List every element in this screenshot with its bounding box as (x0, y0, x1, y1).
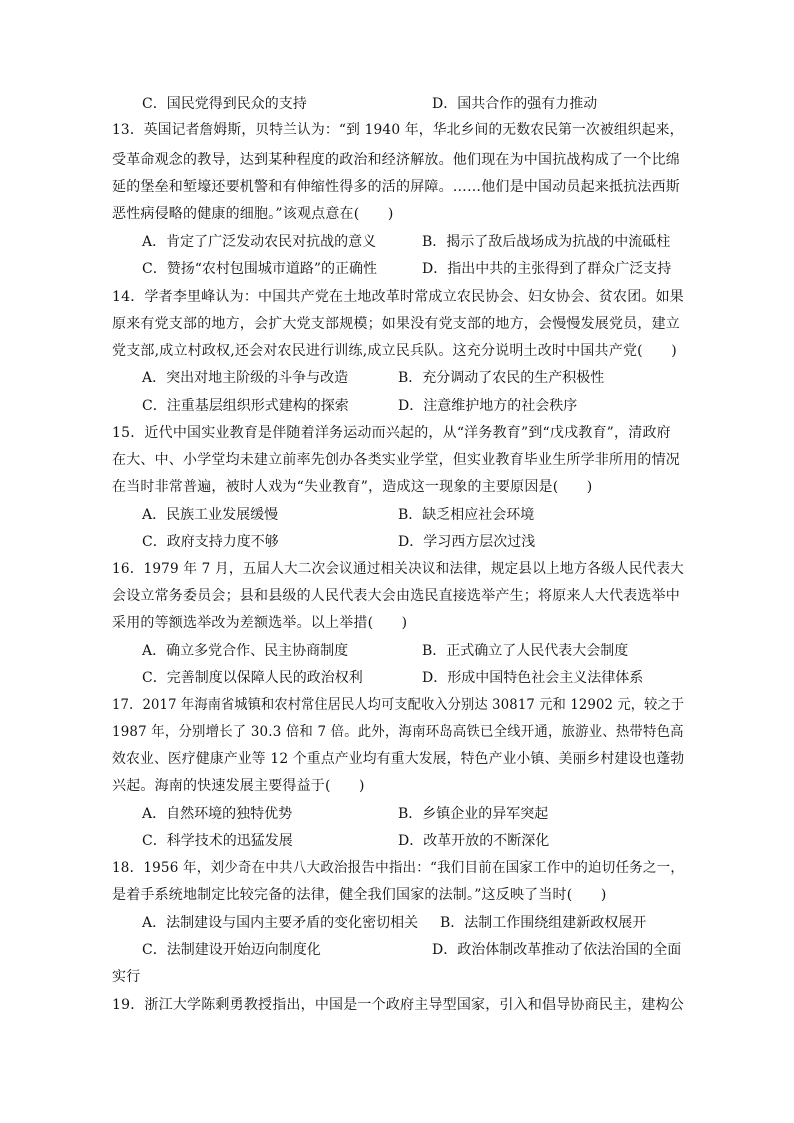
q17-option-b[interactable]: B．乡镇企业的异军突起 (398, 806, 549, 822)
q12-option-c[interactable]: C．国民党得到民众的支持 (142, 96, 307, 112)
q14-option-a[interactable]: A．突出对地主阶级的斗争与改造 (142, 370, 349, 386)
q18-option-b[interactable]: B．法制工作围绕组建新政权展开 (440, 915, 647, 931)
q17-stem-line-3: 效农业、医疗健康产业等 12 个重点产业均有重大发展，特色产业小镇、美丽乡村建设也蓬勃 (112, 751, 685, 767)
q18-option-a[interactable]: A．法制建设与国内主要矛盾的变化密切相关 (142, 915, 419, 931)
q14-option-d[interactable]: D．注意维护地方的社会秩序 (398, 398, 578, 414)
q13-option-a[interactable]: A．肯定了广泛发动农民对抗战的意义 (142, 234, 377, 250)
q13-option-d[interactable]: D．指出中共的主张得到了群众广泛支持 (422, 261, 672, 277)
q17-stem-line-1: 17．2017 年海南省城镇和农村常住居民人均可支配收入分别达 30817 元和 12902 元，较之于 (112, 697, 685, 713)
q12-option-d[interactable]: D．国共合作的强有力推动 (432, 96, 598, 112)
q18-option-c[interactable]: C．法制建设开始迈向制度化 (142, 942, 321, 958)
q13-stem-line-1: 13．英国记者詹姆斯，贝特兰认为：“到 1940 年，华北乡间的无数农民第一次被组织起来， (112, 122, 684, 138)
q16-stem-line-2: 会设立常务委员会；县和县级的人民代表大会由选民直接选举产生；将原来人大代表选举中 (112, 588, 680, 604)
q13-option-b[interactable]: B．揭示了敌后战场成为抗战的中流砥柱 (422, 234, 671, 250)
q16-stem-line-3: 采用的等额选举改为差额选举。以上举措( ) (112, 615, 408, 631)
q15-option-b[interactable]: B．缺乏相应社会环境 (398, 507, 535, 523)
q17-option-c[interactable]: C．科学技术的迅猛发展 (142, 833, 293, 849)
q14-stem-line-1: 14．学者李里峰认为：中国共产党在土地改革时常成立农民协会、妇女协会、贫农团。如果 (112, 289, 685, 305)
q17-stem-line-2: 1987 年，分别增长了 30.3 倍和 7 倍。此外，海南环岛高铁已全线开通，旅游业、热带特色高 (112, 724, 684, 740)
q17-stem-line-4: 兴起。海南的快速发展主要得益于( ) (112, 778, 365, 794)
q16-option-d[interactable]: D．形成中国特色社会主义法律体系 (422, 670, 644, 686)
q13-stem-line-2: 受革命观念的教导，达到某种程度的政治和经济解放。他们现在为中国抗战构成了一个比绵 (112, 152, 680, 168)
q15-stem-line-3: 在当时非常普遍，被时人戏为“失业教育”，造成这一现象的主要原因是( ) (112, 479, 593, 495)
q16-stem-line-1: 16．1979 年 7 月，五届人大二次会议通过相关决议和法律，规定县以上地方各级人民代表大 (112, 561, 684, 577)
q15-option-a[interactable]: A．民族工业发展缓慢 (142, 507, 279, 523)
q14-stem-line-2: 原来有党支部的地方，会扩大党支部规模；如果没有党支部的地方，会慢慢发展党员，建立 (112, 316, 680, 332)
q15-stem-line-1: 15．近代中国实业教育是伴随着洋务运动而兴起的，从“洋务教育”到“戊戌教育”，清政府 (112, 425, 671, 441)
q15-stem-line-2: 在大、中、小学堂均未建立前率先创办各类实业学堂，但实业教育毕业生所学非所用的情况 (112, 452, 680, 468)
q16-option-b[interactable]: B．正式确立了人民代表大会制度 (422, 643, 629, 659)
q18-stem-line-1: 18．1956 年，刘少奇在中共八大政治报告中指出：“我们目前在国家工作中的迫切任务之一， (112, 860, 685, 876)
q18-stem-line-2: 是着手系统地制定比较完备的法律，健全我们国家的法制。”这反映了当时( ) (112, 887, 607, 903)
q14-option-b[interactable]: B．充分调动了农民的生产积极性 (398, 370, 605, 386)
q15-option-d[interactable]: D．学习西方层次过浅 (398, 534, 536, 550)
q16-option-c[interactable]: C．完善制度以保障人民的政治权利 (142, 670, 363, 686)
q13-stem-line-3: 延的堡垒和堑壕还要机警和有伸缩性得多的活的屏障。……他们是中国动员起来抵抗法西斯 (112, 179, 680, 195)
q18-option-d-continued: 实行 (112, 969, 141, 985)
q18-option-d[interactable]: D．政治体制改革推动了依法治国的全面 (432, 942, 682, 958)
q19-stem-line-1: 19．浙江大学陈剩勇教授指出，中国是一个政府主导型国家，引入和倡导协商民主，建构公 (112, 997, 685, 1013)
q15-option-c[interactable]: C．政府支持力度不够 (142, 534, 279, 550)
q13-option-c[interactable]: C．赞扬“农村包围城市道路”的正确性 (142, 261, 378, 277)
q17-option-d[interactable]: D．改革开放的不断深化 (398, 833, 550, 849)
q13-stem-line-4: 恶性病侵略的健康的细胞。”该观点意在( ) (112, 206, 394, 222)
q16-option-a[interactable]: A．确立多党合作、民主协商制度 (142, 643, 349, 659)
q17-option-a[interactable]: A．自然环境的独特优势 (142, 806, 293, 822)
q14-stem-line-3: 党支部,成立村政权,还会对农民进行训练,成立民兵队。这充分说明土改时中国共产党( ) (112, 343, 677, 359)
q14-option-c[interactable]: C．注重基层组织形式建构的探索 (142, 398, 349, 414)
